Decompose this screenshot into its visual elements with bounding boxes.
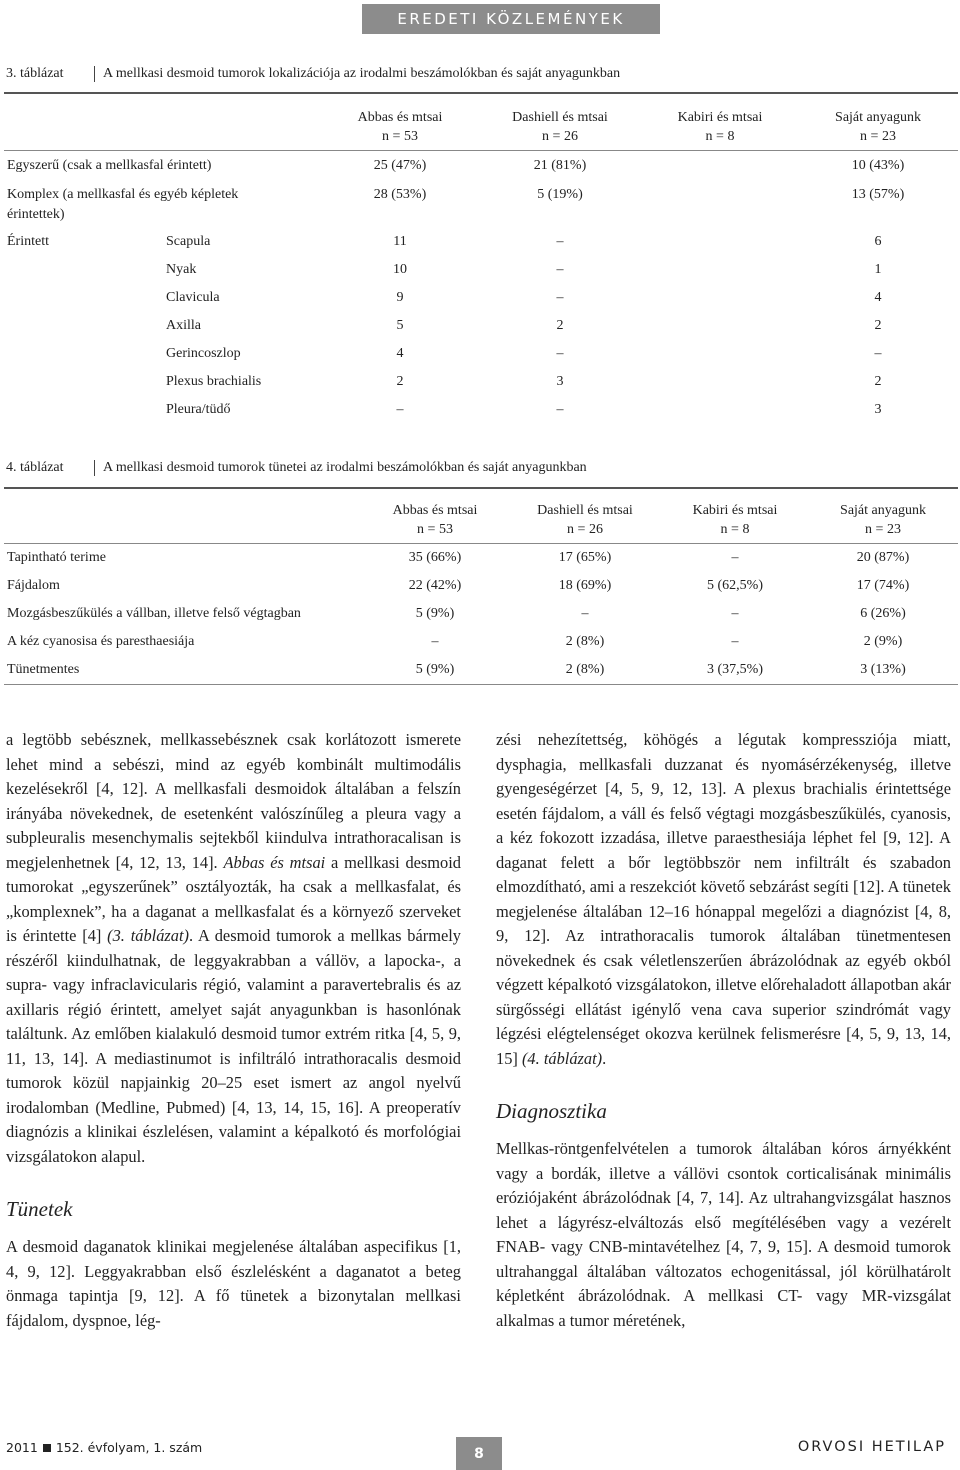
table4-cell: 17 (74%): [856, 578, 910, 593]
table4-top-rule: [4, 487, 958, 489]
body-left-column: [6, 728, 461, 1333]
journal-name: ORVOSI HETILAP: [797, 1439, 946, 1455]
paragraph: a legtöbb sebésznek, mellkassebésznek csak korlátozott ismerete lehet mind a sebészi, mind az egyéb kombinált multimodális kezelésekről [4, 12]. A mellkasfali desmoidok általában a felszín irányába növekednek, de esetenként valószínűleg a pleura vagy a subpleuralis mesenchymalis sejtekből kiindulva intrathoracalisan is megjelenhetnek [4, 12, 13, 14]. Abbas és mtsai a mellkasi desmoid tumorokat „egyszerűnek” osztályozták, ha csak a mellkasfalat, és „komplexnek”, ha a daganat a mellkasfalat és a környező szerveket is érintette [4] (3. táblázat). A desmoid tumorok a mellkas bármely részéről kiindulhatnak, de leggyakrabban a vállöv, a lapocka-, a supra- vagy infraclavicularis régió, valamint a paravertebralis és az axillaris régió érintett, amelyet saját anyagunkban is hasonlónak találtunk. Az emlőben kialakuló desmoid tumor extrém ritka [4, 5, 9, 11, 13, 14]. A mediastinumot is infiltráló intrathoracalis desmoid tumorok közül napjainkig 20–25 eset ismert az angol nyelvű irodalomban (Medline, Pubmed) [4, 13, 14, 15, 16]. A preoperatív diagnózis a klinikai észlelésen, valamint a képalkotó és morfológiai vizsgálatokon alapul.: [6, 730, 461, 1166]
table3-cell: 9: [396, 290, 404, 305]
table3-col-dashiell: Dashiell és mtsai n = 26: [512, 110, 608, 144]
table4-row-label: A kéz cyanosisa és paresthaesiája: [7, 634, 195, 649]
table3-col-sajat: Saját anyagunk n = 23: [835, 110, 921, 144]
table4-row-label: Tünetmentes: [7, 662, 80, 677]
table3-cell: 28 (53%): [373, 187, 427, 202]
table3-row-complex-label-1: Komplex (a mellkasfal és egyéb képletek: [7, 187, 239, 202]
table3-cell: 4: [396, 346, 404, 361]
table3-header-rule: [4, 150, 958, 151]
table3-cell: 25 (47%): [373, 158, 427, 173]
table3-caption: [6, 66, 620, 82]
caption-separator: [94, 460, 95, 476]
table4-cell: 6 (26%): [860, 606, 906, 621]
table3-site: Pleura/tüdő: [166, 402, 231, 417]
table4-cell: 2 (8%): [565, 634, 605, 649]
table4-bottom-rule: [4, 684, 958, 685]
table3-cell: 2: [396, 374, 404, 389]
table3-cell: 2: [874, 374, 882, 389]
table4-cell: 22 (42%): [408, 578, 462, 593]
page-number: 8: [456, 1437, 502, 1470]
table3-site: Scapula: [166, 234, 211, 249]
table3-cell: 3: [874, 402, 882, 417]
table3-site: Clavicula: [166, 290, 220, 305]
table4-cell: –: [581, 606, 589, 621]
table3-site: Nyak: [166, 262, 197, 277]
table4-cell: 35 (66%): [408, 550, 462, 565]
table4-label: 4. táblázat: [6, 460, 64, 475]
table4-col-dashiell: Dashiell és mtsai n = 26: [537, 503, 633, 537]
table3-cell: 21 (81%): [533, 158, 587, 173]
body-right-column: [496, 728, 951, 1333]
table3-cell: 13 (57%): [851, 187, 905, 202]
table4-caption: [6, 460, 587, 476]
table4-cell: 17 (65%): [558, 550, 612, 565]
table4-cell: 2 (9%): [863, 634, 903, 649]
table4-cell: 18 (69%): [558, 578, 612, 593]
footer-issue: 2011 152. évfolyam, 1. szám: [6, 1440, 203, 1455]
table3-cell: –: [396, 402, 404, 417]
table4-cell: –: [731, 634, 739, 649]
table4-cell: –: [431, 634, 439, 649]
table4-col-sajat: Saját anyagunk n = 23: [840, 503, 926, 537]
table4-cell: 5 (9%): [415, 662, 455, 677]
table4-title: A mellkasi desmoid tumorok tünetei az irodalmi beszámolókban és saját anyagunkban: [103, 460, 587, 475]
table3-label: 3. táblázat: [6, 66, 64, 81]
table3-row-simple-label: Egyszerű (csak a mellkasfal érintett): [7, 158, 212, 173]
table3-cell: –: [556, 346, 564, 361]
table3-cell: 6: [874, 234, 882, 249]
table4-row-label: Mozgásbeszűkülés a vállban, illetve felső végtagban: [7, 606, 301, 621]
table4-row-label: Fájdalom: [7, 578, 60, 593]
table4-col-abbas: Abbas és mtsai n = 53: [392, 503, 478, 537]
table4-row-label: Tapintható terime: [7, 550, 106, 565]
caption-separator: [94, 66, 95, 82]
table3-cell: 5: [396, 318, 404, 333]
table4-header-rule: [4, 543, 958, 544]
table3-col-kabiri: Kabiri és mtsai n = 8: [677, 110, 763, 144]
paragraph: A desmoid daganatok klinikai megjelenése általában aspecifikus [1, 4, 9, 12]. Leggyakrabban első észlelésként a daganatot a beteg önmaga tapintja [9, 12]. A fő tünetek a bizonytalan mellkasi fájdalom, dyspnoe, lég-: [6, 1237, 461, 1330]
section-header: EREDETI KÖZLEMÉNYEK: [362, 4, 660, 34]
section-heading-diagnosztika: Diagnosztika: [496, 1099, 607, 1123]
table4-cell: 5 (9%): [415, 606, 455, 621]
section-heading-tunetek: Tünetek: [6, 1197, 73, 1221]
table3-cell: 10: [393, 262, 407, 277]
table4-col-kabiri: Kabiri és mtsai n = 8: [692, 503, 778, 537]
table3-site: Plexus brachialis: [166, 374, 262, 389]
table3-cell: 2: [874, 318, 882, 333]
paragraph: zési nehezítettség, köhögés a légutak kompressziója miatt, dysphagia, mellkasfali duzzanat és nyomásérzékenység, illetve gyengeségérzet [4, 5, 9, 12, 13]. A plexus brachialis érintettsége esetén fájdalom, a váll és felső végtagi mozgásbeszűkülés, cyanosis, a kéz fokozott izzadása, illetve paraesthesiája léphet fel [9, 12]. A daganat felett a bőr legtöbbször nem infiltrált és szabadon elmozdítható, ami a reszekciót követő sebzárást segíti [12]. A tünetek megjelenése általában 12–16 hónappal megelőzi a diagnózist [4, 8, 9, 12]. Az intrathoracalis tumorok általában tünetmentesen növekednek és csak véletlenszerűen ábrázolódnak az egyéb okból végzett képalkotó vizsgálatokon, illetve előrehaladott állapotban akár sürgősségi ellátást igénylő vena cava superior szindrómát vagy légzési elégtelenséget okozva kerülnek felismerésre [4, 5, 9, 13, 14, 15] (4. táblázat).: [496, 730, 951, 1068]
table4-cell: 5 (62,5%): [707, 578, 763, 593]
table4-cell: 20 (87%): [856, 550, 910, 565]
table3-cell: 10 (43%): [851, 158, 905, 173]
table3-cell: –: [556, 402, 564, 417]
table4-cell: 2 (8%): [565, 662, 605, 677]
table3-cell: 1: [874, 262, 882, 277]
table3-cell: –: [556, 262, 564, 277]
table3-site: Axilla: [166, 318, 201, 333]
table3-cell: 11: [393, 234, 407, 249]
table3-cell: –: [556, 234, 564, 249]
table3-cell: 5 (19%): [537, 187, 583, 202]
table3-affected-label: Érintett: [7, 234, 49, 249]
table3-cell: 3: [556, 374, 564, 389]
table4-cell: –: [731, 606, 739, 621]
table3-col-abbas: Abbas és mtsai n = 53: [357, 110, 443, 144]
table3-row-complex-label-2: érintettek): [7, 207, 65, 222]
square-bullet-icon: [43, 1444, 51, 1452]
table3-cell: –: [556, 290, 564, 305]
table3-cell: 4: [874, 290, 882, 305]
table4-cell: 3 (37,5%): [707, 662, 763, 677]
table3-title: A mellkasi desmoid tumorok lokalizációja az irodalmi beszámolókban és saját anyagunkban: [103, 66, 621, 81]
table3-site: Gerincoszlop: [166, 346, 241, 361]
table4-cell: –: [731, 550, 739, 565]
table4-cell: 3 (13%): [860, 662, 906, 677]
table3-cell: –: [874, 346, 882, 361]
table3-top-rule: [4, 92, 958, 94]
table3-cell: 2: [556, 318, 564, 333]
paragraph: Mellkas-röntgenfelvételen a tumorok általában kóros árnyékként vagy a bordák, illetve a vállövi csontok corticalisának minimális eróziójaként ábrázolódnak [4, 7, 14]. Az ultrahangvizsgálat hasznos lehet a lágyrész-elváltozás első megítélésében vagy a vezérelt FNAB- vagy CNB-mintavételhez [4, 7, 9, 15]. A desmoid tumorok ultrahanggal általában változatos echogenitással, jól körülhatárolt képletként ábrázolódnak. A mellkasi CT- vagy MR-vizsgálat alkalmas a tumor méretének,: [496, 1139, 951, 1330]
